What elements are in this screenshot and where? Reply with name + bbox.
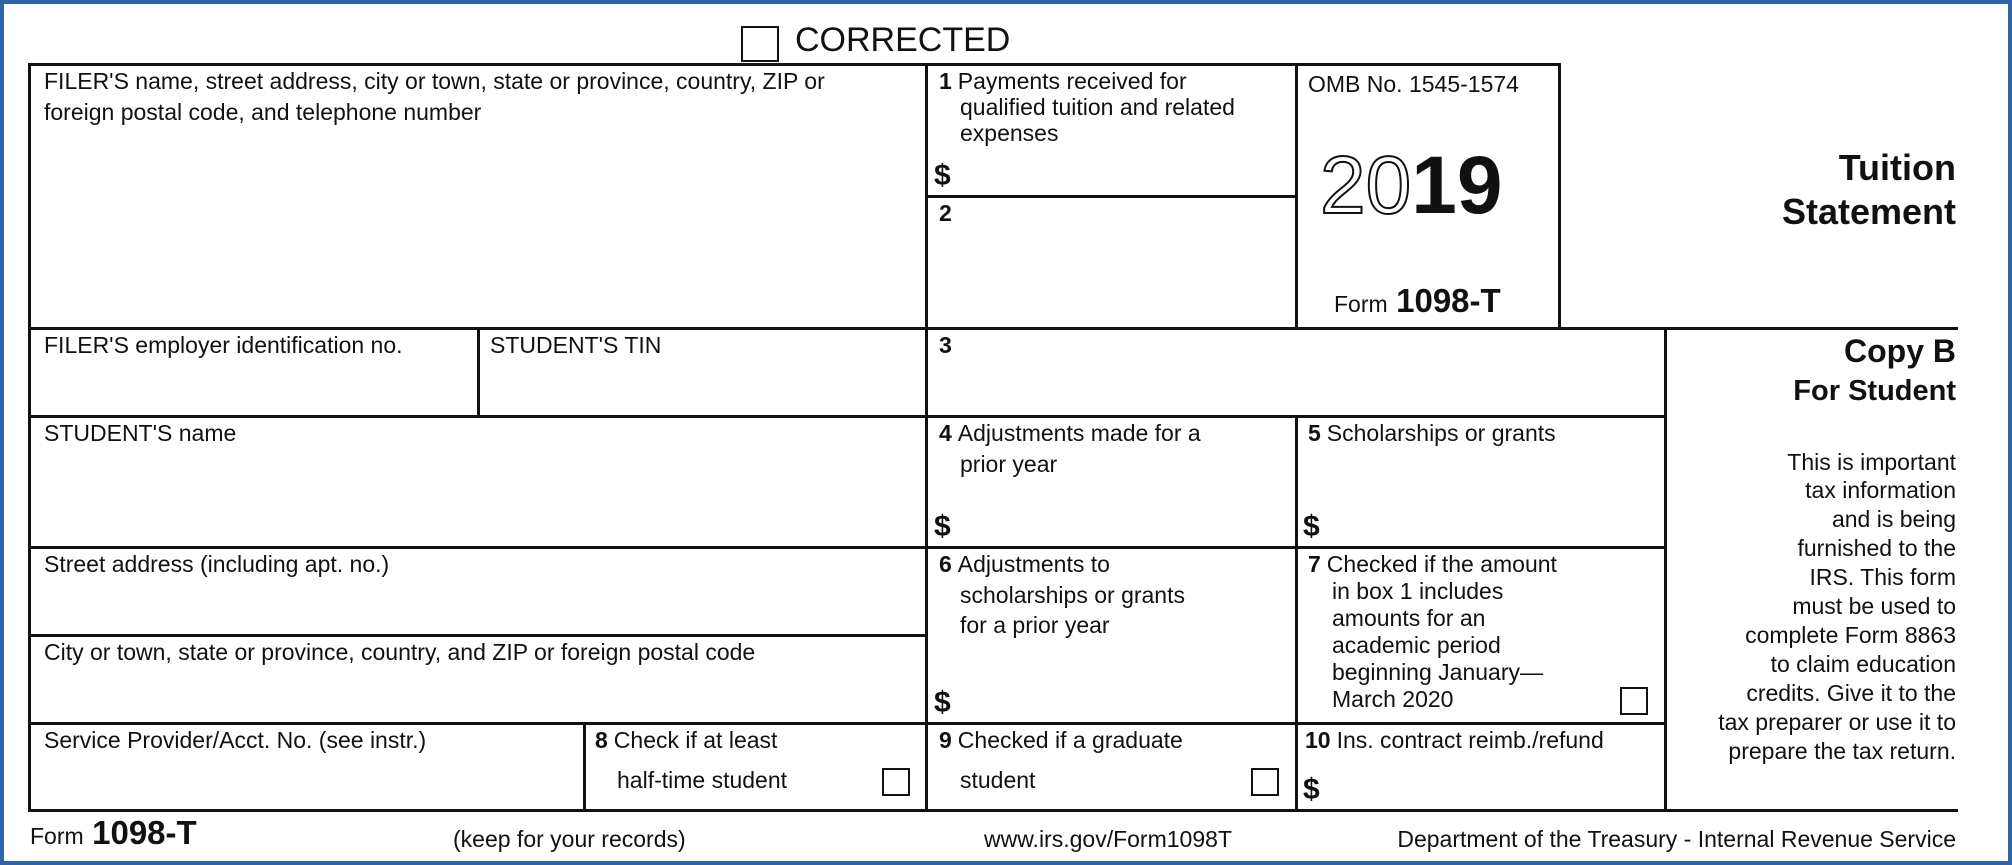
filer-name-label: FILER'S name, street address, city or town, state or province, country, ZIP or bbox=[44, 68, 825, 94]
box6-label bbox=[939, 551, 1110, 578]
box7-checkbox[interactable] bbox=[1620, 687, 1648, 715]
box2-number: 2 bbox=[939, 200, 952, 226]
box6-currency: $ bbox=[934, 686, 951, 719]
copy-notice-7: complete Form 8863 bbox=[1745, 622, 1956, 648]
student-tin-label: STUDENT'S TIN bbox=[490, 332, 662, 358]
box5-label bbox=[1308, 420, 1556, 447]
box9-checkbox[interactable] bbox=[1251, 768, 1279, 796]
box6-amount-field[interactable] bbox=[960, 678, 1290, 718]
form-number-header: 1098-T bbox=[1396, 282, 1501, 319]
box10-number: 10 bbox=[1305, 727, 1331, 753]
box5-line-1: Scholarships or grants bbox=[1326, 420, 1556, 446]
box1-number: 1 bbox=[939, 68, 952, 94]
copy-notice-10: tax preparer or use it to bbox=[1718, 709, 1956, 735]
city-field[interactable] bbox=[34, 668, 920, 718]
service-provider-field[interactable] bbox=[34, 756, 578, 806]
box5-currency: $ bbox=[1303, 510, 1320, 543]
footer-form-id bbox=[30, 814, 197, 852]
form-title-line-1: Tuition bbox=[1838, 147, 1956, 188]
box1-line-2: qualified tuition and related bbox=[960, 94, 1235, 120]
box10-line-1: Ins. contract reimb./refund bbox=[1336, 727, 1604, 753]
copy-notice-11: prepare the tax return. bbox=[1728, 738, 1956, 764]
rule-row1-bottom bbox=[28, 327, 1958, 330]
omb-number: OMB No. 1545-1574 bbox=[1308, 71, 1519, 97]
box1-currency: $ bbox=[934, 159, 951, 192]
rule-mid bbox=[925, 63, 928, 812]
rule-left bbox=[28, 63, 31, 812]
box8-line-1: Check if at least bbox=[613, 727, 778, 753]
box3-field[interactable] bbox=[930, 362, 1658, 412]
box7-number: 7 bbox=[1308, 551, 1321, 577]
form-word-header: Form bbox=[1334, 291, 1388, 317]
copy-notice-5: IRS. This form bbox=[1809, 564, 1956, 590]
copy-subtitle: For Student bbox=[1793, 375, 1956, 407]
filer-name-label-2: foreign postal code, and telephone number bbox=[44, 99, 482, 125]
box9-number: 9 bbox=[939, 727, 952, 753]
box7-line-4: academic period bbox=[1332, 632, 1501, 658]
box3-number: 3 bbox=[939, 332, 952, 358]
box7-line-3: amounts for an bbox=[1332, 605, 1486, 631]
copy-title: Copy B bbox=[1844, 333, 1956, 369]
tax-year-bold: 19 bbox=[1411, 140, 1503, 231]
box8-number: 8 bbox=[595, 727, 608, 753]
city-label: City or town, state or province, country, and ZIP or foreign postal code bbox=[44, 639, 756, 665]
copy-notice-2: tax information bbox=[1805, 477, 1956, 503]
student-name-label: STUDENT'S name bbox=[44, 420, 237, 446]
copy-notice-6: must be used to bbox=[1792, 593, 1956, 619]
box8-checkbox[interactable] bbox=[882, 768, 910, 796]
box4-amount-field[interactable] bbox=[960, 502, 1290, 542]
box4-label bbox=[939, 420, 1201, 447]
box6-line-1: Adjustments to bbox=[957, 551, 1110, 577]
rule-year-right bbox=[1558, 63, 1561, 330]
box9-line-1: Checked if a graduate bbox=[957, 727, 1183, 753]
box10-currency: $ bbox=[1303, 773, 1320, 806]
box5-amount-field[interactable] bbox=[1330, 502, 1660, 542]
tax-year-outline: 20 bbox=[1320, 140, 1412, 231]
service-provider-label: Service Provider/Acct. No. (see instr.) bbox=[44, 727, 427, 753]
box9-label bbox=[939, 727, 1183, 754]
footer-keep-records: (keep for your records) bbox=[453, 826, 686, 852]
rule-copy-left bbox=[1664, 327, 1667, 812]
rule-box1-right bbox=[1295, 63, 1298, 330]
rule-bottom bbox=[28, 809, 1958, 812]
box6-number: 6 bbox=[939, 551, 952, 577]
form-title-line-2: Statement bbox=[1781, 191, 1956, 232]
rule-box1-box2 bbox=[925, 195, 1295, 198]
footer-department: Department of the Treasury - Internal Revenue Service bbox=[1397, 826, 1956, 852]
box7-line-2: in box 1 includes bbox=[1332, 578, 1504, 604]
box6-line-3: for a prior year bbox=[960, 612, 1110, 638]
box7-line-5: beginning January— bbox=[1332, 659, 1543, 685]
corrected-label: CORRECTED bbox=[795, 21, 1011, 59]
copy-notice-8: to claim education bbox=[1770, 651, 1956, 677]
copy-notice-9: credits. Give it to the bbox=[1746, 680, 1956, 706]
box1-amount-field[interactable] bbox=[960, 152, 1280, 190]
box1-label bbox=[939, 68, 1187, 95]
copy-notice-1: This is important bbox=[1787, 449, 1956, 475]
rule-ein-tin bbox=[477, 327, 480, 418]
tax-year bbox=[1320, 138, 1502, 234]
rule-col-box5 bbox=[1295, 415, 1298, 812]
student-name-field[interactable] bbox=[34, 450, 920, 542]
street-address-label: Street address (including apt. no.) bbox=[44, 551, 390, 577]
box4-number: 4 bbox=[939, 420, 952, 446]
copy-notice-3: and is being bbox=[1831, 506, 1956, 532]
rule-row4-bottom bbox=[28, 722, 1666, 725]
footer-form-number: 1098-T bbox=[92, 814, 197, 851]
filer-ein-label: FILER'S employer identification no. bbox=[44, 332, 403, 358]
box10-amount-field[interactable] bbox=[1330, 762, 1660, 806]
box1-line-1: Payments received for bbox=[957, 68, 1187, 94]
copy-notice-4: furnished to the bbox=[1797, 535, 1956, 561]
box4-line-2: prior year bbox=[960, 451, 1058, 477]
box4-currency: $ bbox=[934, 510, 951, 543]
box7-label bbox=[1308, 551, 1557, 578]
box1-line-3: expenses bbox=[960, 120, 1059, 146]
rule-street-city bbox=[28, 634, 926, 637]
box6-line-2: scholarships or grants bbox=[960, 582, 1185, 608]
rule-row3-bottom bbox=[28, 546, 1666, 549]
filer-ein-field[interactable] bbox=[34, 362, 472, 412]
rule-row2-bottom bbox=[28, 415, 1666, 418]
box7-line-1: Checked if the amount bbox=[1326, 551, 1557, 577]
corrected-checkbox[interactable] bbox=[741, 26, 779, 62]
box7-line-6: March 2020 bbox=[1332, 686, 1454, 712]
footer-irs-url[interactable]: www.irs.gov/Form1098T bbox=[984, 826, 1232, 852]
form-id-header bbox=[1334, 282, 1501, 320]
student-tin-field[interactable] bbox=[484, 362, 920, 412]
box9-line-2: student bbox=[960, 767, 1036, 793]
box8-label bbox=[595, 727, 777, 754]
box10-label bbox=[1305, 727, 1604, 754]
rule-service-box8 bbox=[583, 722, 586, 812]
rule-top bbox=[28, 63, 1560, 66]
box5-number: 5 bbox=[1308, 420, 1321, 446]
box2-field[interactable] bbox=[930, 230, 1290, 322]
street-address-field[interactable] bbox=[34, 580, 920, 630]
box8-line-2: half-time student bbox=[617, 767, 788, 793]
footer-form-word: Form bbox=[30, 823, 84, 849]
box4-line-1: Adjustments made for a bbox=[957, 420, 1201, 446]
